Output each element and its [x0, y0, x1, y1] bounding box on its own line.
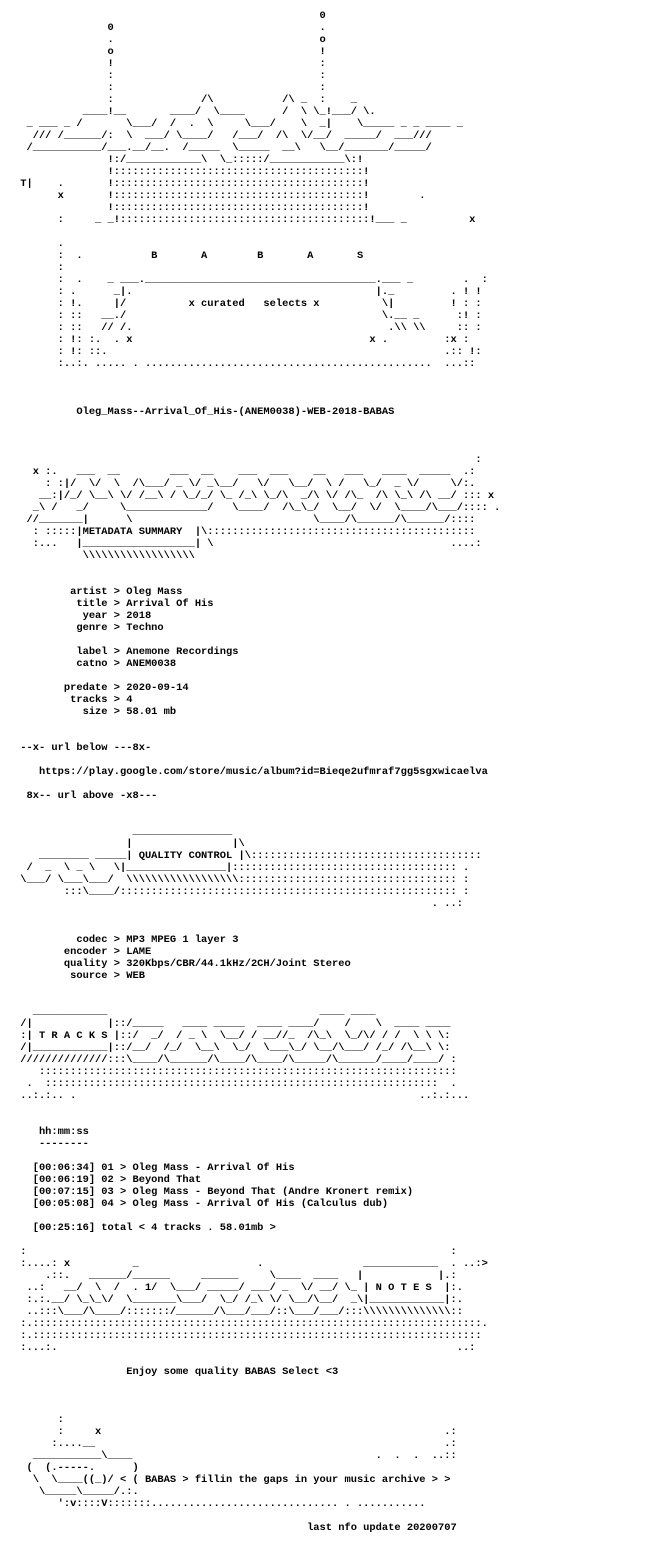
- nfo-line: Enjoy some quality BABAS Select <3: [14, 1366, 339, 1378]
- nfo-line: : . B A B A S: [14, 250, 364, 262]
- nfo-line: label > Anemone Recordings: [14, 646, 239, 658]
- nfo-line: : !: :. . x x . :x :: [14, 334, 470, 346]
- nfo-line: tracks > 4: [14, 694, 133, 706]
- nfo-line: encoder > LAME: [14, 946, 152, 958]
- nfo-line: :..:. ..... . .............................................. ...::: [14, 358, 476, 370]
- nfo-line: \_____\_____/.:.: [14, 1486, 139, 1498]
- nfo-line: . ..:: [14, 898, 463, 910]
- nfo-line: --------: [14, 1138, 89, 1150]
- nfo-line: ':v::::V:::::::.............................. . ...........: [14, 1498, 426, 1510]
- nfo-line: [00:05:08] 04 > Oleg Mass - Arrival Of His (Calculus dub): [14, 1198, 389, 1210]
- nfo-line: ___________\____ . . . ..::: [14, 1450, 457, 1462]
- nfo-line: //////////////:::\____/\______/\____/\____/\_____/\______/____/____/ :: [14, 1054, 457, 1066]
- nfo-line: 8x-- url above -x8---: [14, 790, 158, 802]
- nfo-line: ! :: [14, 58, 326, 70]
- nfo-line: artist > Oleg Mass: [14, 586, 183, 598]
- nfo-line: x :. ___ __ ___ __ ___ ___ __ ___ ____ _____ .:: [14, 466, 476, 478]
- nfo-line: : /\ /\ _ : _: [14, 94, 357, 106]
- nfo-line: !::::::::::::::::::::::::::::::::::::::::!: [14, 166, 370, 178]
- nfo-line: quality > 320Kbps/CBR/44.1kHz/2CH/Joint Stereo: [14, 958, 351, 970]
- nfo-line: size > 58.01 mb: [14, 706, 177, 718]
- nfo-line: :: [14, 1414, 64, 1426]
- nfo-line: predate > 2020-09-14: [14, 682, 189, 694]
- nfo-line: !::::::::::::::::::::::::::::::::::::::::!: [14, 202, 370, 214]
- nfo-line: ________________: [14, 826, 233, 838]
- nfo-ascii-document: [14, 10, 500, 1534]
- nfo-line: . o: [14, 34, 326, 46]
- nfo-line: 0: [14, 10, 326, 22]
- nfo-line: .: [14, 238, 64, 250]
- nfo-line: ____!__ ____/ \____ / \ \_!___/ \.: [14, 106, 376, 118]
- nfo-line: : . _ ___._____________________________________.___ _ . :: [14, 274, 488, 286]
- nfo-line: codec > MP3 MPEG 1 layer 3: [14, 934, 239, 946]
- nfo-line: :....: x _ . ____________ . ..:>: [14, 1258, 488, 1270]
- nfo-line: : :: [14, 70, 326, 82]
- nfo-line: : :: // /. .\\ \\ :: :: [14, 322, 482, 334]
- nfo-line: : :|/ \/ \ /\___/ _ \/ _\__/ \/ \__/ \ / \_/ _ \/ \/:.: [14, 478, 476, 490]
- nfo-line: : !. |/ x curated selects x \| ! : :: [14, 298, 482, 310]
- nfo-line: : !: ::. .:: !:: [14, 346, 482, 358]
- nfo-line: : . _|. |._ . ! !: [14, 286, 482, 298]
- nfo-line: :: [14, 454, 482, 466]
- nfo-line: Oleg_Mass--Arrival_Of_His-(ANEM0038)-WEB-2018-BABAS: [14, 406, 395, 418]
- nfo-line: --x- url below ---8x-: [14, 742, 152, 754]
- nfo-line: //_______| \ \____/\______/\______/::::: [14, 514, 476, 526]
- nfo-line: : :::::|METADATA SUMMARY |\:::::::::::::::::::::::::::::::::::::::::::: [14, 526, 476, 538]
- nfo-line: . ::::::::::::::::::::::::::::::::::::::::::::::::::::::::::::::: .: [14, 1078, 457, 1090]
- nfo-line: :...:. ..:: [14, 1342, 476, 1354]
- nfo-line: hh:mm:ss: [14, 1126, 89, 1138]
- nfo-line: :: [14, 262, 64, 274]
- nfo-line: !:/____________\ \_:::::/____________\:!: [14, 154, 364, 166]
- nfo-line: \\\\\\\\\\\\\\\\\\: [14, 550, 195, 562]
- nfo-line: ..:::\___/\____/:::::::/______/\___/___/::\___/___/:::\\\\\\\\\\\\\\::: [14, 1306, 463, 1318]
- nfo-line: :... |__________________| \ ....:: [14, 538, 482, 550]
- nfo-line: [00:25:16] total < 4 tracks . 58.01mb >: [14, 1222, 276, 1234]
- nfo-line: : :: [14, 82, 326, 94]
- nfo-line: .::. ______/______ ______ \____ ____ | |.:: [14, 1270, 457, 1282]
- nfo-line: ..: __/ \ / . 1/ \___/ _____/ ___/ _ \/ __/ \_ | N O T E S |:.: [14, 1282, 463, 1294]
- nfo-line: [00:07:15] 03 > Oleg Mass - Beyond That (Andre Kronert remix): [14, 1186, 414, 1198]
- nfo-line: /|____________|::/__/ /_/ \__\ \_/ \___\_/ \__/\___/ /_/ /\__\ \:: [14, 1042, 451, 1054]
- nfo-line: year > 2018: [14, 610, 152, 622]
- nfo-line: :| T R A C K S |::/ _/ / _ \ \__/ / __//_ /\_\ \_/\/ / / \ \ \:: [14, 1030, 451, 1042]
- nfo-line: source > WEB: [14, 970, 145, 982]
- nfo-line: 0 .: [14, 22, 326, 34]
- nfo-line: __:|/_/ \__\ \/ /__\ / \_/_/ \_ /_\ \_/\ _/\ \/ /\_ /\ \_\ /\ __/ ::: x: [14, 490, 495, 502]
- nfo-line: : :: [14, 1246, 457, 1258]
- nfo-line: : _ _!::::::::::::::::::::::::::::::::::::::::!___ _ x: [14, 214, 476, 226]
- nfo-line: ..:.:.. . ..:.:...: [14, 1090, 470, 1102]
- nfo-line: \ \____((_)/ < ( BABAS > fillin the gaps in your music archive > >: [14, 1474, 451, 1486]
- nfo-line: /___________/___.__/__. /_____ \_____ __\ \__/_______/_____/: [14, 142, 432, 154]
- nfo-line: x !::::::::::::::::::::::::::::::::::::::::! .: [14, 190, 426, 202]
- nfo-line: :::::::::::::::::::::::::::::::::::::::::::::::::::::::::::::::::::: [14, 1066, 457, 1078]
- nfo-line: /// /______/: \ ___/ \____/ /___/ /\ \/__/ _____/ ___///: [14, 130, 432, 142]
- nfo-line: ________ _____| QUALITY CONTROL |\:::::::::::::::::::::::::::::::::::::: [14, 850, 482, 862]
- nfo-line: [00:06:19] 02 > Beyond That: [14, 1174, 202, 1186]
- nfo-line: \___/ \___\___/ \\\\\\\\\\\\\\\\\\::::::::::::::::::::::::::::::::::: :: [14, 874, 470, 886]
- nfo-line: :.::::::::::::::::::::::::::::::::::::::::::::::::::::::::::::::::::::::::.: [14, 1318, 488, 1330]
- nfo-line: T| . !::::::::::::::::::::::::::::::::::::::::!: [14, 178, 370, 190]
- nfo-line: catno > ANEM0038: [14, 658, 177, 670]
- nfo-line: [00:06:34] 01 > Oleg Mass - Arrival Of His: [14, 1162, 295, 1174]
- nfo-line: _\ / _/ \_____________/ \____/ /\_\_/ \__/ \/ \____/\___/:::: .: [14, 502, 501, 514]
- nfo-line: / _ \ _ \ \|________________|:::::::::::::::::::::::::::::::::::: .: [14, 862, 470, 874]
- nfo-line: : :: __./ \.__ _ :! :: [14, 310, 482, 322]
- nfo-line: | |\: [14, 838, 245, 850]
- nfo-line: https://play.google.com/store/music/album?id=Bieqe2ufmraf7gg5sgxwicaelva: [14, 766, 488, 778]
- nfo-line: ____________ ____ ____: [14, 1006, 376, 1018]
- nfo-line: o !: [14, 46, 326, 58]
- nfo-line: :::\____/:::::::::::::::::::::::::::::::::::::::::::::::::::::: :: [14, 886, 470, 898]
- nfo-line: _ ___ _ / \___/ / . \ \___/ \ _| \_____ _ _ ____ _: [14, 118, 463, 130]
- nfo-line: title > Arrival Of His: [14, 598, 214, 610]
- nfo-line: genre > Techno: [14, 622, 164, 634]
- nfo-line: /| |::/_____ ____ _____ ____ ____/ / \ ____ ____: [14, 1018, 451, 1030]
- nfo-line: :.:.__/ \_\_\/ \_______\___/ \_/ /_\ \/ \__/\__/ _\|____________|:.: [14, 1294, 463, 1306]
- nfo-line: last nfo update 20200707: [14, 1522, 457, 1534]
- nfo-line: : x .:: [14, 1426, 457, 1438]
- nfo-line: :.::::::::::::::::::::::::::::::::::::::::::::::::::::::::::::::::::::::::: [14, 1330, 482, 1342]
- nfo-line: ( (.-----. ): [14, 1462, 139, 1474]
- nfo-line: :....__ .:: [14, 1438, 457, 1450]
